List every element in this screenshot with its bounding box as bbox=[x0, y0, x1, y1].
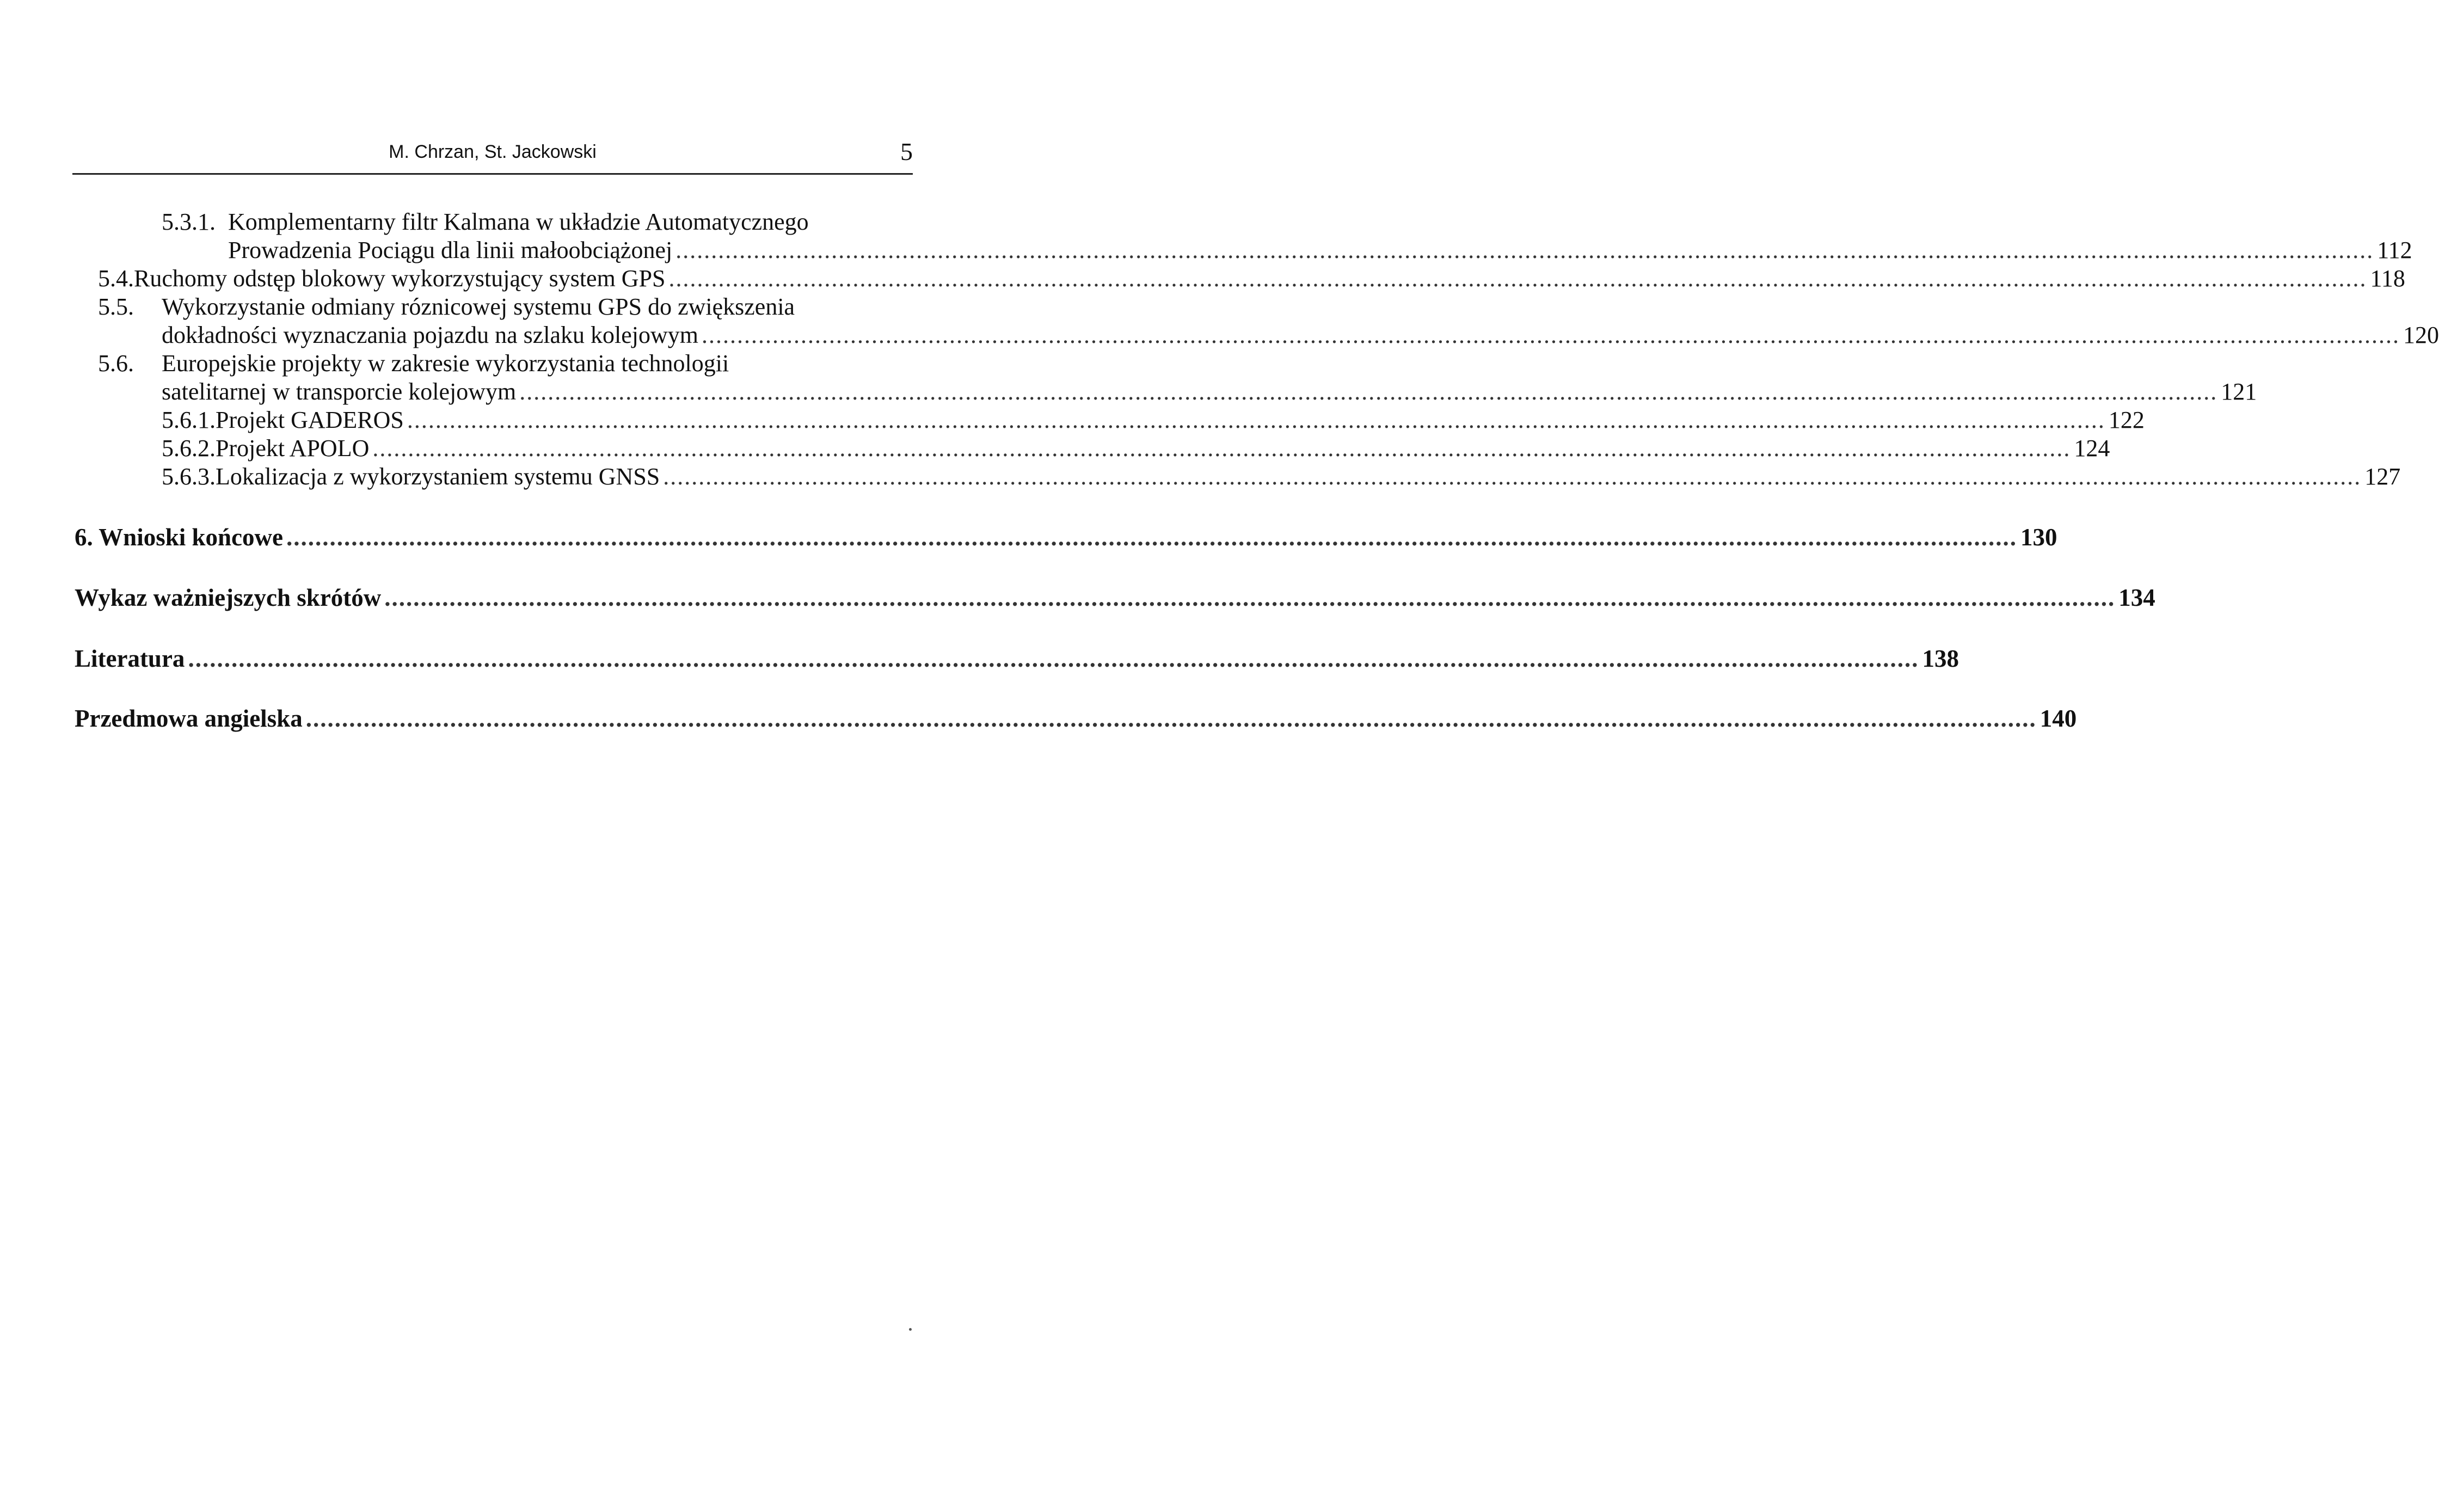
toc-entry[interactable] bbox=[162, 406, 2145, 434]
dot-leader bbox=[372, 434, 2071, 463]
toc-chapter[interactable] bbox=[75, 644, 1959, 673]
dot-leader bbox=[306, 704, 2037, 733]
toc-entry-title: Projekt GADEROS bbox=[216, 407, 404, 433]
toc-entry-number: 5.6.3. bbox=[162, 463, 216, 490]
toc-entry-title bbox=[98, 349, 729, 378]
toc-chapter-page: 140 bbox=[2039, 705, 2077, 732]
toc-entry-title-line2: satelitarnej w transporcie kolejowym bbox=[162, 378, 517, 405]
toc-entry-number: 5.6.1. bbox=[162, 407, 216, 433]
toc-entry-title: Ruchomy odstęp blokowy wykorzystujący system GPS bbox=[134, 265, 666, 292]
header-page-number: 5 bbox=[900, 138, 913, 165]
toc-entry-title bbox=[98, 293, 795, 321]
toc-entry[interactable] bbox=[98, 265, 2405, 293]
toc-entry[interactable] bbox=[162, 321, 2439, 349]
toc-chapter-title: 6. Wnioski końcowe bbox=[75, 524, 284, 551]
toc-entry-title-line1: Komplementarny filtr Kalmana w układzie Automatycznego bbox=[228, 208, 809, 235]
toc-chapter[interactable] bbox=[75, 704, 2077, 733]
toc-chapter-page: 130 bbox=[2020, 524, 2057, 551]
toc-chapter-title: Wykaz ważniejszych skrótów bbox=[75, 584, 382, 611]
toc-chapter-page: 138 bbox=[1922, 645, 1959, 672]
toc-entry-title bbox=[162, 208, 809, 236]
dot-leader bbox=[188, 644, 1919, 673]
dot-leader bbox=[669, 265, 2367, 293]
toc-entry-title-line1: Europejskie projekty w zakresie wykorzystania technologii bbox=[162, 350, 729, 377]
toc-entry[interactable] bbox=[162, 378, 2257, 406]
header-author: M. Chrzan, St. Jackowski bbox=[389, 142, 597, 162]
toc-entry[interactable] bbox=[162, 434, 2110, 463]
toc-entry-title: Projekt APOLO bbox=[216, 435, 370, 462]
toc-chapter[interactable] bbox=[75, 523, 2057, 551]
toc-chapter-title: Literatura bbox=[75, 645, 185, 672]
toc-chapter[interactable] bbox=[75, 583, 2155, 612]
toc-entry-page: 118 bbox=[2370, 265, 2405, 292]
toc-entry-page: 124 bbox=[2074, 435, 2110, 462]
scan-speck bbox=[909, 1328, 912, 1331]
toc-entry-page: 127 bbox=[2364, 463, 2401, 490]
toc-entry-number: 5.4. bbox=[98, 265, 134, 292]
dot-leader bbox=[519, 378, 2217, 406]
toc-entry-title-line1: Wykorzystanie odmiany róznicowej systemu GPS do zwiększenia bbox=[162, 293, 795, 320]
dot-leader bbox=[286, 523, 2017, 551]
toc-entry-number: 5.6. bbox=[98, 350, 134, 377]
toc-entry-page: 112 bbox=[2377, 237, 2412, 263]
toc-chapter-page: 134 bbox=[2118, 584, 2155, 611]
toc-entry[interactable] bbox=[228, 236, 2412, 265]
toc-entry-number: 5.5. bbox=[98, 293, 134, 320]
toc-entry-page: 121 bbox=[2221, 378, 2257, 405]
toc-entry-title: Lokalizacja z wykorzystaniem systemu GNSS bbox=[216, 463, 660, 490]
toc-entry-number: 5.3.1. bbox=[162, 208, 216, 235]
dot-leader bbox=[407, 406, 2105, 434]
toc-entry-page: 122 bbox=[2108, 407, 2145, 433]
dot-leader bbox=[702, 321, 2400, 349]
toc-entry[interactable] bbox=[162, 463, 2401, 491]
toc-entry-page: 120 bbox=[2403, 322, 2439, 348]
toc-entry-number: 5.6.2. bbox=[162, 435, 216, 462]
toc-chapter-title: Przedmowa angielska bbox=[75, 705, 303, 732]
toc-entry-title-line2: dokładności wyznaczania pojazdu na szlaku kolejowym bbox=[162, 322, 699, 348]
page-header bbox=[72, 133, 913, 175]
dot-leader bbox=[675, 236, 2374, 265]
dot-leader bbox=[384, 583, 2115, 612]
dot-leader bbox=[663, 463, 2361, 491]
toc-entry-title-line2: Prowadzenia Pociągu dla linii małoobciążonej bbox=[228, 237, 673, 263]
